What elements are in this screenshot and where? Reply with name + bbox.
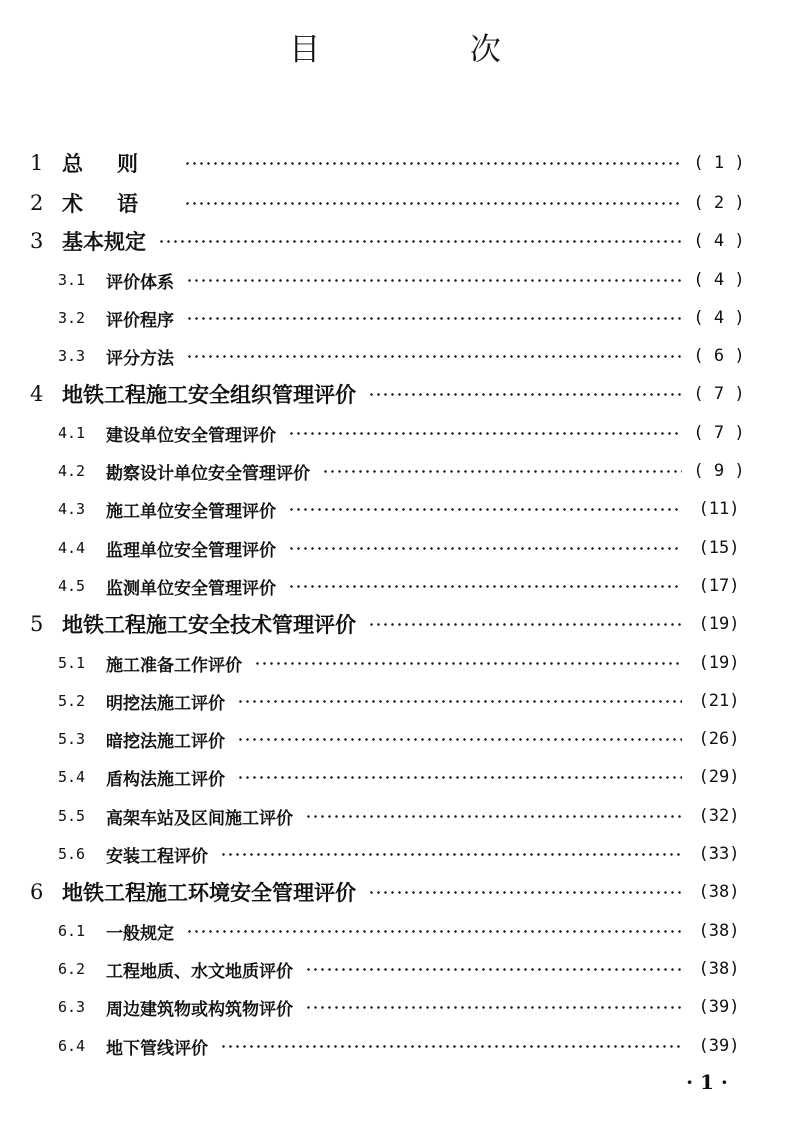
toc-entry-title: 评价体系 — [106, 272, 174, 293]
toc-entry-number: 4.5 — [58, 577, 86, 595]
toc-entry-title: 盾构法施工评价 — [106, 769, 225, 790]
dot-leader — [322, 470, 682, 473]
toc-entry-title: 地铁工程施工安全技术管理评价 — [62, 612, 356, 637]
toc-entry-page: ( 9 ) — [693, 461, 745, 481]
toc-entry[interactable] — [0, 415, 790, 451]
toc-entry-title: 高架车站及区间施工评价 — [106, 808, 293, 829]
toc-entry-title: 周边建筑物或构筑物评价 — [106, 999, 293, 1020]
toc-entry-page: ( 6 ) — [693, 346, 745, 366]
toc-entry-title: 工程地质、水文地质评价 — [106, 961, 293, 982]
dot-leader — [158, 240, 682, 243]
toc-entry[interactable] — [0, 874, 790, 910]
toc-entry-title: 明挖法施工评价 — [106, 693, 225, 714]
toc-entry-page: (38) — [698, 921, 740, 941]
toc-entry-page: (38) — [698, 959, 740, 979]
toc-entry[interactable] — [0, 798, 790, 834]
toc-entry-title: 监测单位安全管理评价 — [106, 578, 276, 599]
toc-entry-page: (38) — [698, 882, 740, 902]
toc-entry-page: ( 7 ) — [693, 384, 745, 404]
toc-entry-number: 5.6 — [58, 845, 86, 863]
toc-entry[interactable] — [0, 989, 790, 1025]
toc-entry-page: (19) — [698, 614, 740, 634]
toc-entry[interactable] — [0, 262, 790, 298]
toc-entry-page: ( 1 ) — [693, 153, 745, 173]
toc-entry-number: 6.2 — [58, 960, 86, 978]
toc-entry-number: 6 — [30, 880, 44, 904]
toc-entry-title: 总则 — [62, 151, 172, 176]
dot-leader — [305, 815, 682, 818]
toc-entry[interactable] — [0, 338, 790, 374]
toc-entry-number: 6.3 — [58, 998, 86, 1016]
toc-entry-number: 5.3 — [58, 730, 86, 748]
toc-entry[interactable] — [0, 491, 790, 527]
toc-entry-page: (21) — [698, 691, 740, 711]
toc-entry-number: 4.4 — [58, 539, 86, 557]
toc-entry-page: ( 4 ) — [693, 270, 745, 290]
dot-leader — [184, 162, 682, 165]
toc-entry-title: 评分方法 — [106, 348, 174, 369]
toc-entry-number: 4.1 — [58, 424, 86, 442]
toc-entry-page: (39) — [698, 1036, 740, 1056]
dot-leader — [220, 853, 682, 856]
toc-entry-number: 5.5 — [58, 807, 86, 825]
dot-leader — [368, 623, 682, 626]
toc-entry-page: ( 2 ) — [693, 193, 745, 213]
toc-entry-page: (29) — [698, 767, 740, 787]
toc-entry-number: 3.1 — [58, 271, 86, 289]
toc-entry-title: 术语 — [62, 191, 172, 216]
dot-leader — [237, 700, 682, 703]
toc-entry[interactable] — [0, 913, 790, 949]
dot-leader — [186, 355, 682, 358]
dot-leader — [368, 891, 682, 894]
dot-leader — [305, 968, 682, 971]
dot-leader — [305, 1006, 682, 1009]
toc-entry-page: ( 4 ) — [693, 231, 745, 251]
toc-entry-title: 监理单位安全管理评价 — [106, 540, 276, 561]
toc-entry-number: 5.4 — [58, 768, 86, 786]
dot-leader — [220, 1045, 682, 1048]
toc-entry-title: 地铁工程施工环境安全管理评价 — [62, 880, 356, 905]
toc-entry[interactable] — [0, 145, 790, 181]
dot-leader — [237, 738, 682, 741]
toc-entry-title: 地铁工程施工安全组织管理评价 — [62, 382, 356, 407]
toc-entry-page: (33) — [698, 844, 740, 864]
toc-entry-number: 5.2 — [58, 692, 86, 710]
toc-entry-number: 3 — [30, 229, 44, 253]
toc-entry[interactable] — [0, 568, 790, 604]
dot-leader — [288, 585, 682, 588]
dot-leader — [186, 317, 682, 320]
toc-entry-page: (26) — [698, 729, 740, 749]
toc-entry[interactable] — [0, 376, 790, 412]
toc-entry-page: ( 7 ) — [693, 423, 745, 443]
dot-leader — [288, 508, 682, 511]
toc-entry-number: 6.4 — [58, 1037, 86, 1055]
toc-entry-title: 基本规定 — [62, 229, 146, 254]
toc-entry-page: (32) — [698, 806, 740, 826]
toc-entry-title: 勘察设计单位安全管理评价 — [106, 463, 310, 484]
toc-entry-title: 评价程序 — [106, 310, 174, 331]
toc-entry[interactable] — [0, 185, 790, 221]
toc-entry-page: (39) — [698, 997, 740, 1017]
page-number: · 1 · — [686, 1070, 728, 1094]
toc-entry-number: 5.1 — [58, 654, 86, 672]
toc-entry[interactable] — [0, 951, 790, 987]
dot-leader — [288, 547, 682, 550]
toc-entry-number: 6.1 — [58, 922, 86, 940]
page-title: 目 次 — [289, 32, 571, 68]
toc-entry-page: (19) — [698, 653, 740, 673]
toc-entry-number: 5 — [30, 612, 44, 636]
toc-entry[interactable] — [0, 223, 790, 259]
dot-leader — [288, 432, 682, 435]
toc-entry-page: ( 4 ) — [693, 308, 745, 328]
toc-entry[interactable] — [0, 645, 790, 681]
toc-entry-title: 建设单位安全管理评价 — [106, 425, 276, 446]
dot-leader — [368, 393, 682, 396]
toc-entry[interactable] — [0, 1028, 790, 1064]
toc-entry-page: (11) — [698, 499, 740, 519]
toc-entry-number: 3.2 — [58, 309, 86, 327]
toc-entry[interactable] — [0, 300, 790, 336]
dot-leader — [186, 279, 682, 282]
toc-entry[interactable] — [0, 606, 790, 642]
dot-leader — [254, 662, 682, 665]
toc-entry-number: 2 — [30, 191, 44, 215]
toc-entry-number: 4 — [30, 382, 44, 406]
toc-entry[interactable] — [0, 721, 790, 757]
dot-leader — [186, 930, 682, 933]
toc-entry[interactable] — [0, 836, 790, 872]
toc-entry[interactable] — [0, 530, 790, 566]
toc-entry-title: 暗挖法施工评价 — [106, 731, 225, 752]
toc-entry[interactable] — [0, 453, 790, 489]
toc-entry-title: 施工单位安全管理评价 — [106, 501, 276, 522]
toc-entry-number: 4.2 — [58, 462, 86, 480]
dot-leader — [184, 202, 682, 205]
toc-entry-number: 4.3 — [58, 500, 86, 518]
toc-entry-title: 施工准备工作评价 — [106, 655, 242, 676]
toc-entry[interactable] — [0, 759, 790, 795]
toc-entry-page: (17) — [698, 576, 740, 596]
toc-entry-title: 一般规定 — [106, 923, 174, 944]
toc-entry-title: 安装工程评价 — [106, 846, 208, 867]
toc-entry-page: (15) — [698, 538, 740, 558]
dot-leader — [237, 776, 682, 779]
toc-entry[interactable] — [0, 683, 790, 719]
toc-entry-number: 3.3 — [58, 347, 86, 365]
toc-entry-title: 地下管线评价 — [106, 1038, 208, 1059]
toc-entry-number: 1 — [30, 151, 44, 175]
